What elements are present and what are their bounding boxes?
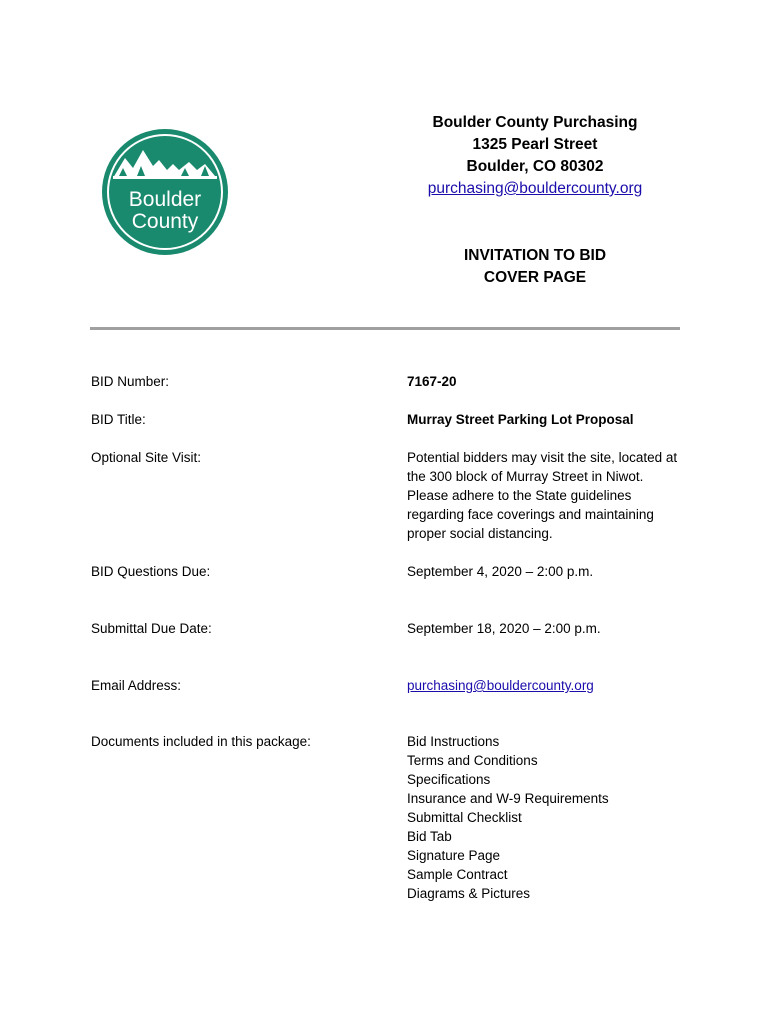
list-item: Diagrams & Pictures (407, 886, 531, 901)
bid-number-label: BID Number: (91, 374, 170, 389)
svg-text:Boulder: Boulder (128, 188, 202, 211)
email-label: Email Address: (91, 678, 182, 693)
boulder-county-logo (93, 110, 241, 264)
email-link[interactable]: purchasing@bouldercounty.org (407, 678, 594, 693)
submittal-due-value: September 18, 2020 – 2:00 p.m. (407, 621, 601, 636)
bid-number-value: 7167-20 (407, 374, 457, 389)
title-line-2: COVER PAGE (483, 269, 587, 286)
list-item: Signature Page (407, 848, 501, 863)
list-item: Terms and Conditions (407, 753, 538, 768)
org-name: Boulder County Purchasing (432, 114, 638, 131)
submittal-due-label: Submittal Due Date: (91, 621, 212, 636)
list-item: Specifications (407, 772, 491, 787)
document-title (400, 245, 670, 289)
bid-title-label: BID Title: (91, 412, 146, 427)
list-item: Insurance and W-9 Requirements (407, 791, 609, 806)
site-visit-label: Optional Site Visit: (91, 450, 202, 465)
site-visit-value: Potential bidders may visit the site, located at the 300 block of Murray Street in Niwot. Please adhere to the State guidelines regarding face coverings and maintaining proper social distancing. (407, 450, 678, 541)
divider (90, 327, 680, 330)
logo-seal-icon (93, 110, 241, 264)
questions-due-value: September 4, 2020 – 2:00 p.m. (407, 564, 594, 579)
list-item: Bid Instructions (407, 734, 500, 749)
header-email-link[interactable]: purchasing@bouldercounty.org (427, 180, 643, 197)
questions-due-label: BID Questions Due: (91, 564, 211, 579)
title-line-1: INVITATION TO BID (463, 247, 607, 264)
bid-title-value: Murray Street Parking Lot Proposal (407, 412, 634, 427)
address-line-2: Boulder, CO 80302 (466, 158, 604, 175)
documents-list (407, 732, 687, 903)
documents-label: Documents included in this package: (91, 734, 311, 749)
list-item: Submittal Checklist (407, 810, 522, 825)
svg-text:County: County (131, 210, 199, 233)
address-line-1: 1325 Pearl Street (472, 136, 598, 153)
list-item: Bid Tab (407, 829, 452, 844)
list-item: Sample Contract (407, 867, 508, 882)
contact-header (400, 112, 670, 200)
